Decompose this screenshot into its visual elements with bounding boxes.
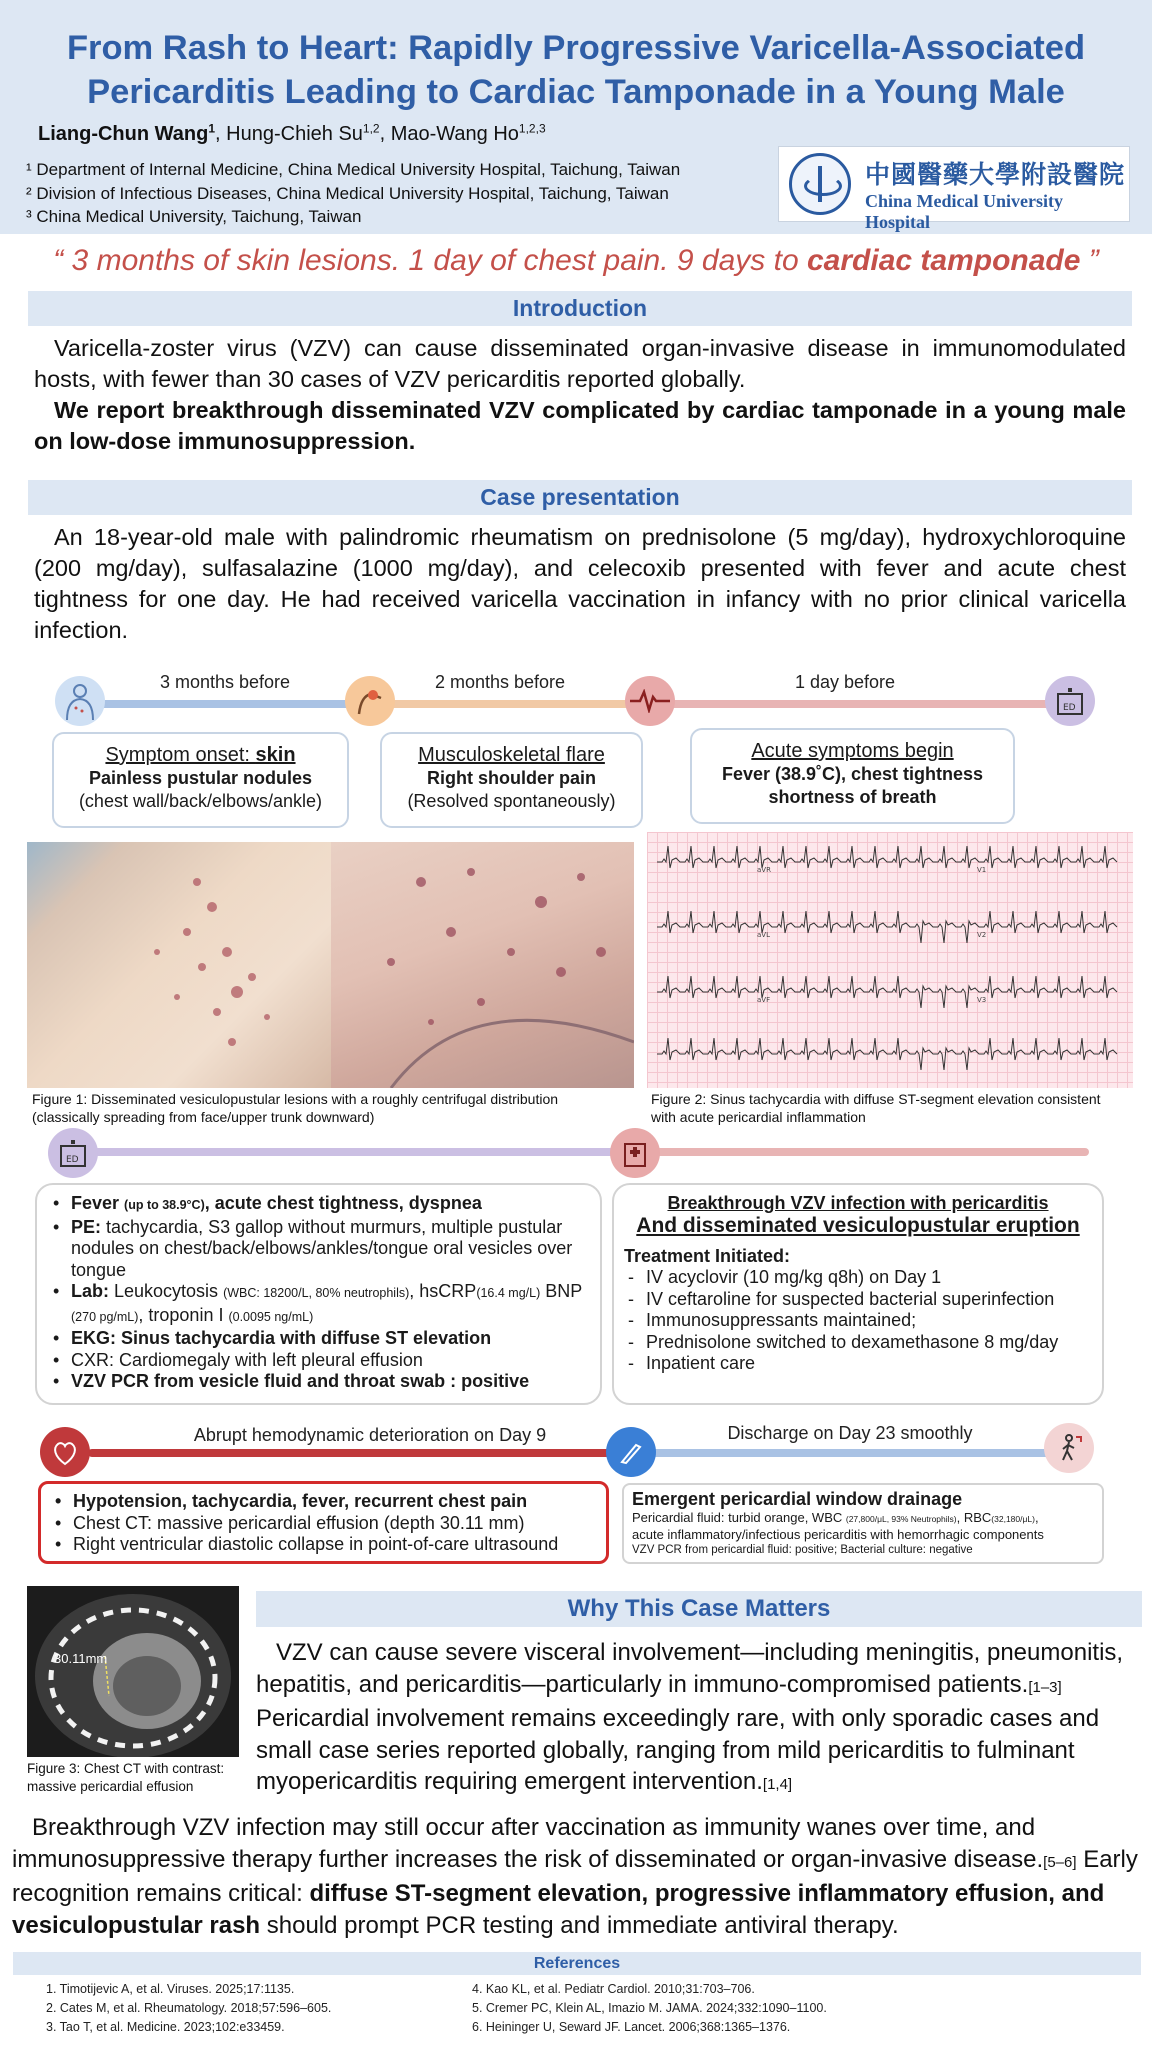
finding-lab: • Lab: Leukocytosis (WBC: 18200/L, 80% neutrophils), hsCRP(16.4 mg/L) BNP (270 pg/mL), troponin I (0.0095 ng/mL) [49, 1281, 592, 1328]
reference-item: 1. Timotijevic A, et al. Viruses. 2025;17:1135. [46, 1982, 295, 1996]
deterioration-label: Abrupt hemodynamic deterioration on Day 9 [193, 1425, 547, 1445]
timeline1-segment-1 [80, 700, 370, 708]
ecg-lead-trace [657, 1038, 1117, 1070]
ecg-lead-label: aVR [757, 866, 771, 874]
scalpel-icon [606, 1427, 656, 1477]
author-1: Liang-Chun Wang$^1$ [38, 121, 216, 145]
ecg-waveforms [647, 832, 1133, 1088]
hospital-ed-icon [1045, 676, 1095, 726]
timeline2-segment-2 [634, 1148, 1089, 1156]
why-paragraph-2: Breakthrough VZV infection may still occur after vaccination as immunity wanes over time, and immunosuppressive therapy further increases the risk of disseminated or organ-invasive disease.[5–6] Early recognition remains critical: diffuse ST-segment elevation, progressive inflammatory effusion, and vesiculopustular rash should prompt PCR testing and immediate antiviral therapy. [12, 1814, 1138, 1939]
references-left [46, 1980, 331, 2037]
author-2: Hung-Chieh Su$^{1,2}$ [226, 121, 380, 145]
walking-person-icon [1044, 1423, 1094, 1473]
ecg-lead-label: aVL [757, 931, 770, 939]
introduction-paragraph-2: We report breakthrough disseminated VZV complicated by cardiac tamponade in a young male on low-dose immunosuppression. [34, 397, 1126, 454]
affiliation-1: ¹ Department of Internal Medicine, China Medical University Hospital, Taichung, Taiwan [26, 160, 681, 179]
references-heading: References [13, 1952, 1141, 1975]
admission-findings-box [35, 1183, 602, 1405]
timeline1-segment-3 [650, 700, 1070, 708]
reference-item: 4. Kao KL, et al. Pediatr Cardiol. 2010;31:703–706. [472, 1982, 755, 1996]
ecg-lead-label: V2 [977, 931, 987, 939]
ecg-lead-label: V1 [977, 866, 987, 874]
lesions-overlay-2-icon [331, 842, 634, 1088]
reference-item: 5. Cremer PC, Klein AL, Imazio M. JAMA. 2024;332:1090–1100. [472, 2001, 827, 2015]
ct-measurement-label: 30.11mm [54, 1651, 108, 1666]
drainage-box [622, 1483, 1104, 1564]
deterioration-item: • Right ventricular diastolic collapse in point-of-care ultrasound [51, 1534, 598, 1556]
hospital-ed-icon-2 [48, 1128, 98, 1178]
logo-chinese-name: 中國醫藥大學附設醫院 [865, 160, 1126, 189]
timeline3-segment-1 [88, 1449, 632, 1457]
timeline1-label-2-months: 2 months before [434, 672, 566, 692]
finding-cxr: • CXR: Cardiomegaly with left pleural effusion [49, 1350, 592, 1372]
drainage-pcr: VZV PCR from pericardial fluid: positive; Bacterial culture: negative [632, 1544, 973, 1556]
svg-text:ED: ED [66, 1155, 79, 1165]
ct-scan-drawing [27, 1586, 239, 1757]
ecg-lead-trace [657, 911, 1117, 943]
treatment-item: - Prednisolone switched to dexamethasone 8 mg/day [624, 1332, 1092, 1354]
timeline3-segment-2 [632, 1449, 1064, 1457]
affiliation-3: ³ China Medical University, Taichung, Taiwan [26, 207, 362, 226]
deterioration-item: • Chest CT: massive pericardial effusion (depth 30.11 mm) [51, 1513, 598, 1535]
why-case-matters-heading: Why This Case Matters [256, 1591, 1142, 1627]
finding-fever: • Fever (up to 38.9°C), acute chest tightness, dyspnea [49, 1193, 592, 1217]
symptom-onset-box: Symptom onset: skin Painless pustular nodules (chest wall/back/elbows/ankle) [52, 732, 349, 828]
author-list: Liang-Chun Wang$^1$, Hung-Chieh Su$^{1,2}$, Mao-Wang Ho$^{1,2,3}$ [38, 121, 546, 145]
ecg-lead-label: aVF [757, 996, 771, 1004]
musculoskeletal-flare-box: Musculoskeletal flare Right shoulder pain (Resolved spontaneously) [380, 732, 643, 828]
author-3: Mao-Wang Ho$^{1,2,3}$ [390, 121, 546, 145]
ecg-lead-label: V3 [977, 996, 987, 1004]
hospital-logo [778, 146, 1130, 232]
figure-2-caption: Figure 2: Sinus tachycardia with diffuse ST-segment elevation consistent with acute pericardial inflammation [651, 1091, 1101, 1125]
finding-pe: • PE: tachycardia, S3 gallop without murmurs, multiple pustular nodules on chest/back/elbows/ankles/tongue oral vesicles over tongue [49, 1217, 592, 1282]
drainage-title: Emergent pericardial window drainage [632, 1489, 963, 1509]
affiliations [26, 158, 680, 229]
timeline1-segment-2 [370, 700, 650, 708]
reference-item: 3. Tao T, et al. Medicine. 2023;102:e33459. [46, 2020, 285, 2034]
timeline1-label-1-day: 1 day before [794, 672, 896, 692]
case-presentation-heading: Case presentation [28, 480, 1132, 515]
poster-header [0, 0, 1152, 234]
diagnosis-treatment-box [612, 1183, 1104, 1405]
figure-3-caption: Figure 3: Chest CT with contrast: massive pericardial effusion [27, 1761, 225, 1794]
hospital-building-icon [610, 1128, 660, 1178]
chest-ct-image [27, 1586, 239, 1757]
skin-lesion-photo-back [27, 842, 331, 1088]
shoulder-pain-icon [345, 676, 395, 726]
discharge-label: Discharge on Day 23 smoothly [727, 1423, 973, 1443]
key-quote: “ 3 months of skin lesions. 1 day of chest pain. 9 days to cardiac tamponade ” [53, 244, 1099, 277]
poster-title: From Rash to Heart: Rapidly Progressive Varicella-Associated Pericarditis Leading to Cardiac Tamponade in a Young Male [66, 29, 1086, 111]
why-paragraph-1: VZV can cause severe visceral involvement—including meningitis, pneumonitis, hepatitis, and pericarditis—particularly in immuno-compromised patients.[1–3] Pericardial involvement remains exceedingly rare, with only sporadic cases and small case series reported globally, ranging from mild pericarditis to fulminant myopericarditis requiring emergent intervention.[1,4] [256, 1639, 1124, 1795]
acute-symptoms-box: Acute symptoms begin Fever (38.9˚C), chest tightness shortness of breath [690, 728, 1015, 824]
introduction-paragraph-1: Varicella-zoster virus (VZV) can cause disseminated organ-invasive disease in immunomodulated hosts, with fewer than 30 cases of VZV pericarditis reported globally. [34, 335, 1126, 392]
figure-1-caption: Figure 1: Disseminated vesiculopustular lesions with a roughly centrifugal distribution (classically spreading from face/upper trunk downward) [32, 1091, 559, 1125]
hospital-seal-icon [789, 153, 851, 215]
drainage-finding: acute inflammatory/infectious pericarditis with hemorrhagic components [632, 1527, 1044, 1542]
lesions-overlay-icon [27, 842, 331, 1088]
skin-lesion-photo-shoulder [331, 842, 634, 1088]
diagnosis-heading-2: And disseminated vesiculopustular eruption [636, 1214, 1080, 1237]
treatment-item: - IV acyclovir (10 mg/kg q8h) on Day 1 [624, 1267, 1092, 1289]
ecg-lead-trace [657, 846, 1117, 868]
reference-item: 2. Cates M, et al. Rheumatology. 2018;57:596–605. [46, 2001, 332, 2015]
timeline2-segment-1 [74, 1148, 634, 1156]
heart-icon [40, 1427, 90, 1477]
finding-pcr: • VZV PCR from vesicle fluid and throat swab : positive [49, 1371, 592, 1393]
body-skin-icon [55, 676, 105, 726]
drainage-fluid: Pericardial fluid: turbid orange, WBC (27,800/μL, 93% Neutrophils), RBC(32,180/μL), [632, 1510, 1039, 1525]
treatment-item: - IV ceftaroline for suspected bacterial superinfection [624, 1289, 1092, 1311]
finding-ekg: • EKG: Sinus tachycardia with diffuse ST elevation [49, 1328, 592, 1350]
references-right [472, 1980, 827, 2037]
treatment-item: - Immunosuppressants maintained; [624, 1310, 1092, 1332]
ecg-lead-trace [657, 976, 1117, 1008]
affiliation-2: ² Division of Infectious Diseases, China Medical University Hospital, Taichung, Taiwan [26, 183, 669, 203]
logo-english-name: China Medical University Hospital [865, 191, 1063, 232]
heartbeat-icon [625, 676, 675, 726]
diagnosis-heading-1: Breakthrough VZV infection with pericarditis [667, 1193, 1049, 1213]
case-paragraph: An 18-year-old male with palindromic rheumatism on prednisolone (5 mg/day), hydroxychloroquine (200 mg/day), sulfasalazine (1000 mg/day), and celecoxib presented with fever and acute chest tightness for one day. He had received varicella vaccination in infancy with no prior clinical varicella infection. [34, 524, 1126, 643]
treatment-title: Treatment Initiated: [624, 1246, 791, 1266]
treatment-item: - Inpatient care [624, 1353, 1092, 1375]
deterioration-box [38, 1481, 609, 1564]
reference-item: 6. Heininger U, Seward JF. Lancet. 2006;368:1365–1376. [472, 2020, 791, 2034]
deterioration-item: • Hypotension, tachycardia, fever, recurrent chest pain [51, 1491, 598, 1513]
svg-text:ED: ED [1063, 703, 1076, 713]
ecg-tracing-figure [647, 832, 1133, 1088]
timeline1-label-3-months: 3 months before [159, 672, 291, 692]
introduction-heading: Introduction [28, 291, 1132, 326]
